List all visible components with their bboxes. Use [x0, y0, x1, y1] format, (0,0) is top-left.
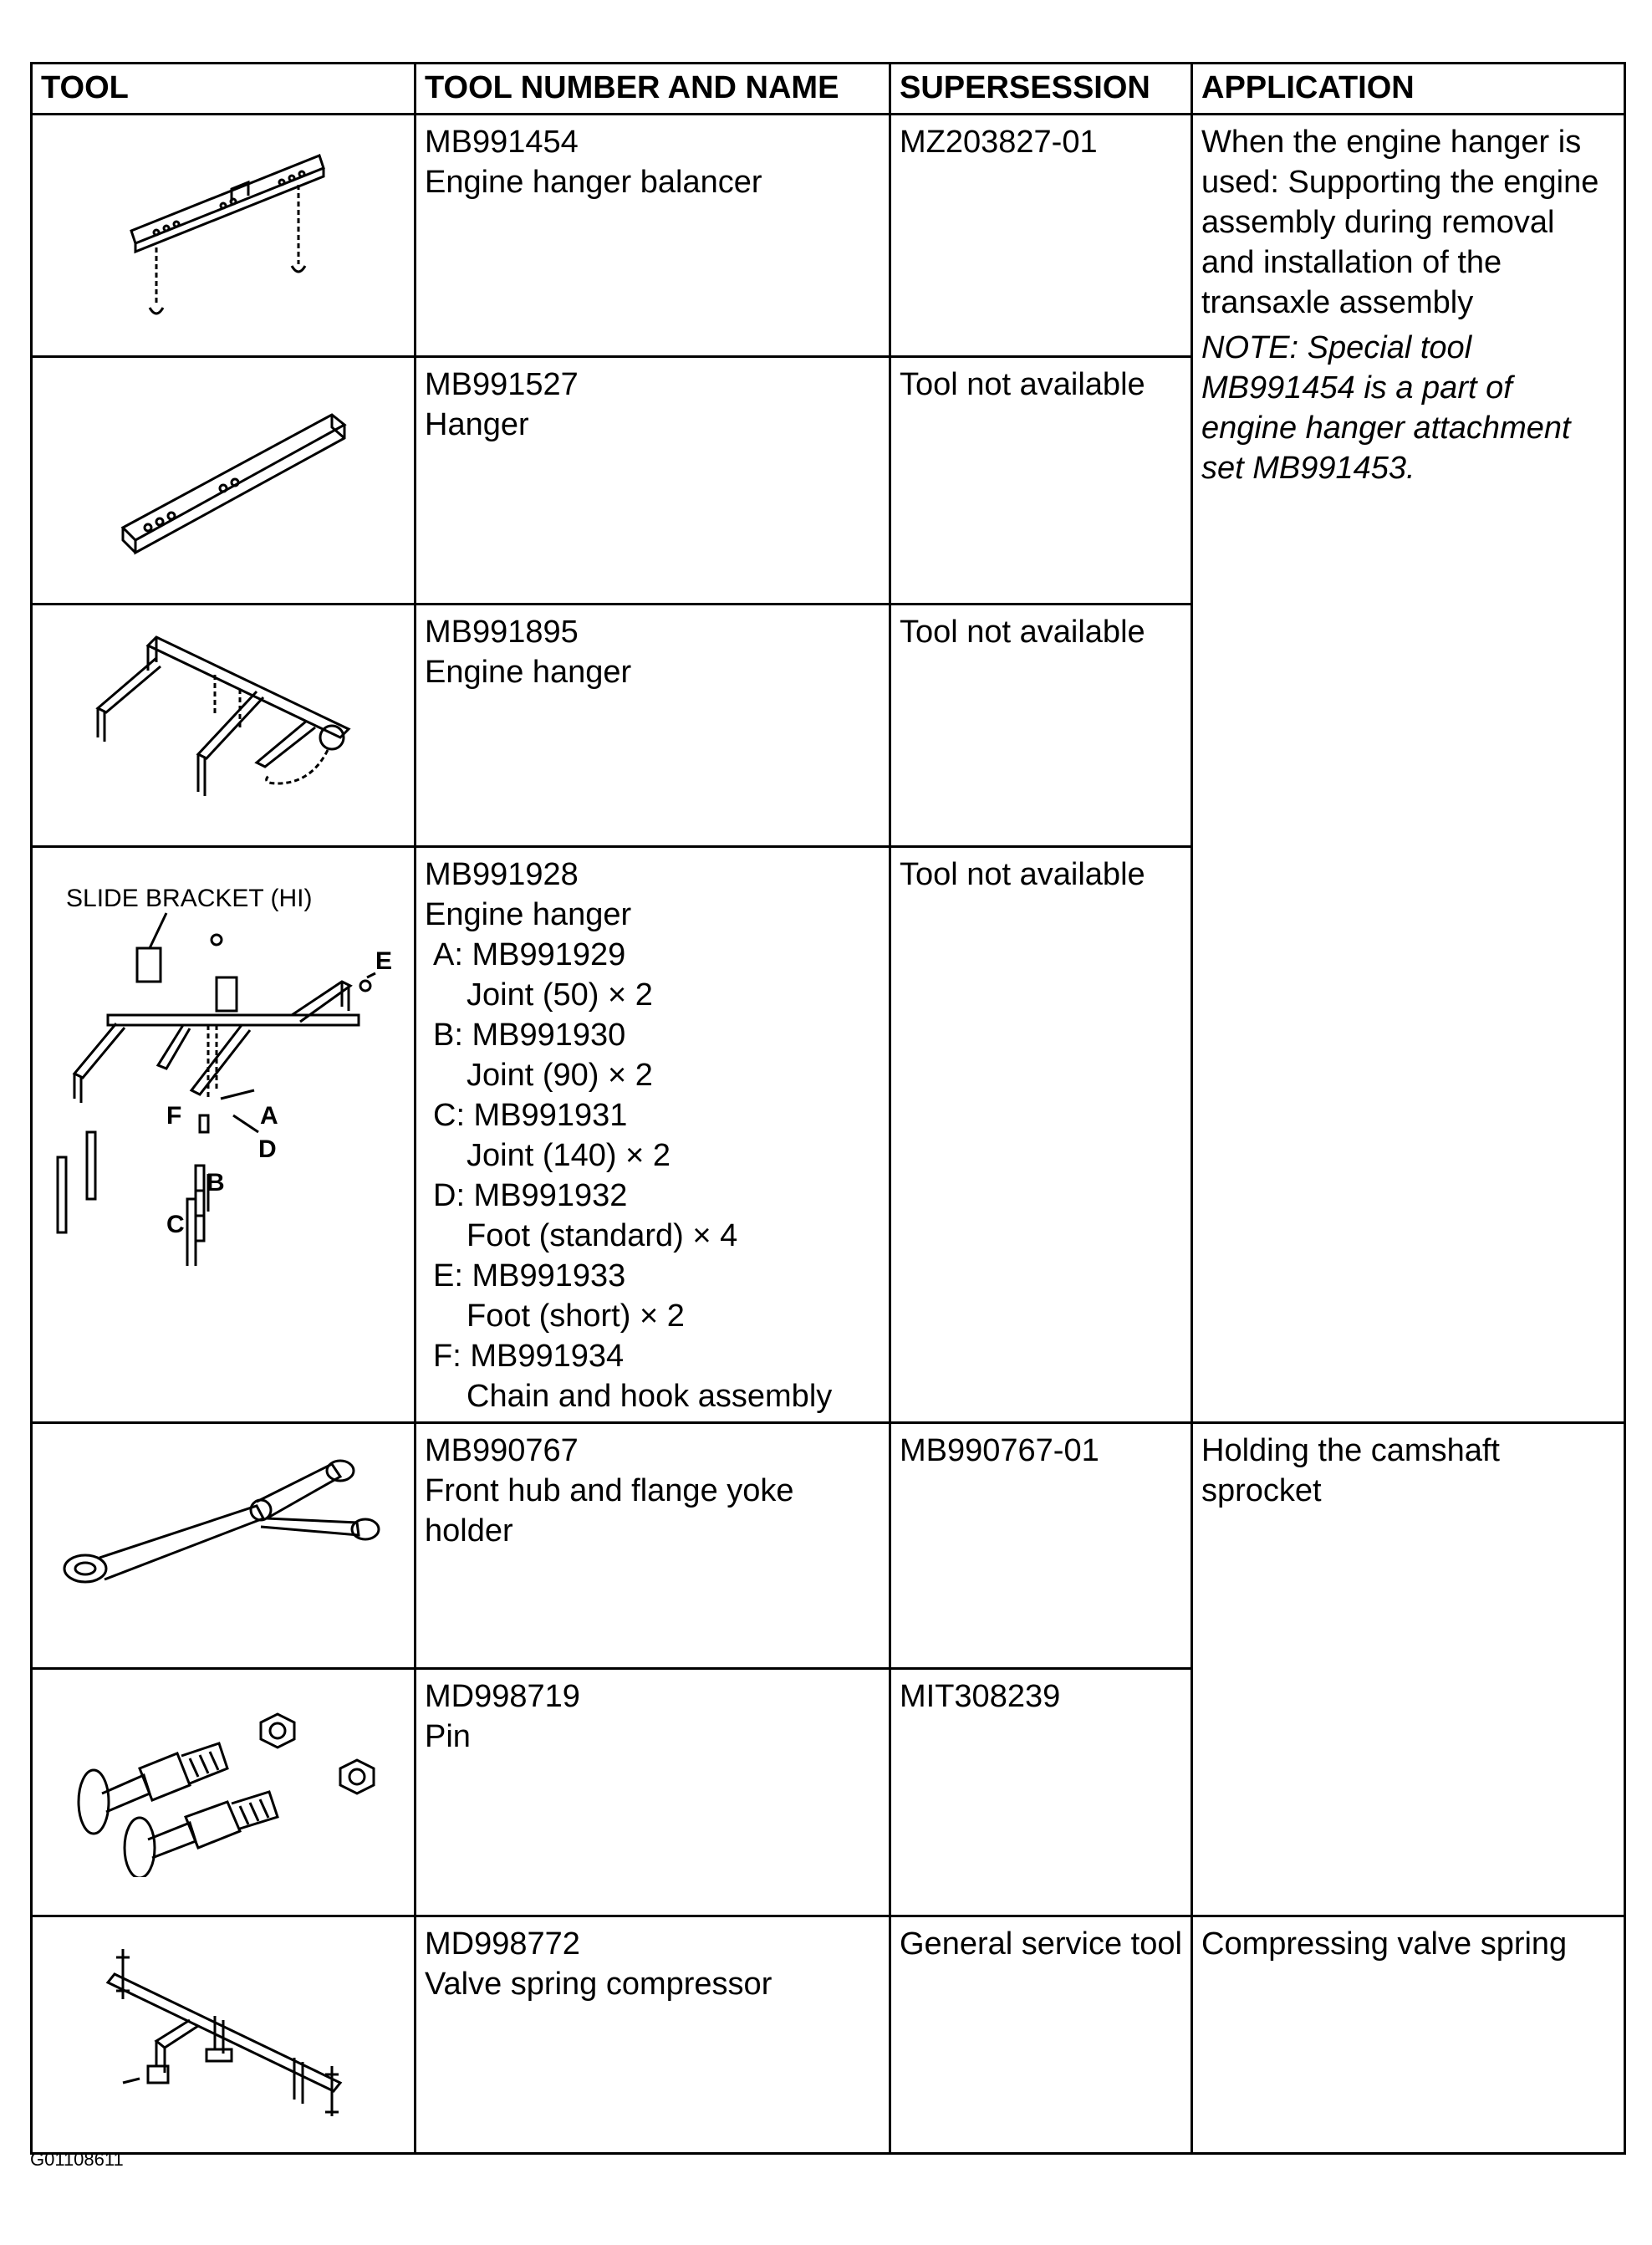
header-supersession: SUPERSESSION — [890, 64, 1192, 115]
tool-number-name-cell — [416, 1916, 890, 2154]
tool-number: MB991527 — [425, 367, 579, 402]
tool-name: Engine hanger — [425, 655, 632, 690]
header-tool: TOOL — [32, 64, 416, 115]
callout-d: D — [258, 1135, 277, 1163]
tool-number: MB991895 — [425, 615, 579, 650]
tool-name: Engine hanger balancer — [425, 165, 762, 200]
header-row — [32, 64, 1625, 115]
tool-number-name-cell — [416, 605, 890, 847]
table-row — [32, 1916, 1625, 2154]
callout-e: E — [375, 947, 393, 975]
supersession-cell: Tool not available — [890, 847, 1192, 1423]
pin-and-nut-illustration — [32, 1669, 416, 1916]
component-code: C: MB991931 — [433, 1098, 628, 1133]
tool-number: MB991928 — [425, 857, 579, 892]
special-tools-table — [30, 62, 1626, 2155]
callout-b: B — [206, 1169, 225, 1196]
component-desc: Foot (short) × 2 — [467, 1299, 685, 1334]
header-application: APPLICATION — [1192, 64, 1625, 115]
component-item — [425, 1336, 880, 1416]
component-item — [425, 1176, 880, 1256]
tool-number-name-cell — [416, 115, 890, 357]
supersession-cell: Tool not available — [890, 605, 1192, 847]
component-code: D: MB991932 — [433, 1178, 628, 1213]
engine-hanger-set-illustration — [32, 847, 416, 1423]
component-desc: Joint (140) × 2 — [467, 1138, 670, 1173]
tool-number: MB990767 — [425, 1433, 579, 1468]
application-cell-valve-spring: Compressing valve spring — [1192, 1916, 1625, 2154]
tool-number-name-cell — [416, 847, 890, 1423]
supersession-cell: Tool not available — [890, 357, 1192, 605]
yoke-holder-wrench-illustration — [32, 1423, 416, 1669]
component-desc: Joint (90) × 2 — [467, 1058, 653, 1093]
supersession-cell: MZ203827-01 — [890, 115, 1192, 357]
hanger-bar-illustration — [32, 357, 416, 605]
component-item — [425, 1095, 880, 1176]
component-code: E: MB991933 — [433, 1258, 626, 1293]
tool-name: Hanger — [425, 407, 529, 442]
supersession-cell: MB990767-01 — [890, 1423, 1192, 1669]
figure-code: G01108611 — [30, 2149, 124, 2170]
tool-number: MD998719 — [425, 1679, 580, 1714]
component-code: B: MB991930 — [433, 1018, 626, 1053]
component-code: F: MB991934 — [433, 1339, 625, 1374]
tool-number-name-cell — [416, 1423, 890, 1669]
callout-c: C — [166, 1211, 185, 1238]
component-desc: Foot (standard) × 4 — [467, 1218, 738, 1253]
tool-number-name-cell — [416, 357, 890, 605]
tool-name: Valve spring compressor — [425, 1967, 772, 2002]
tool-number: MB991454 — [425, 125, 579, 160]
engine-hanger-balancer-illustration — [32, 115, 416, 357]
tool-name: Front hub and flange yoke holder — [425, 1473, 794, 1549]
component-desc: Chain and hook assembly — [467, 1379, 833, 1414]
callout-f: F — [166, 1102, 182, 1130]
tool-name: Engine hanger — [425, 897, 632, 932]
valve-spring-compressor-illustration — [32, 1916, 416, 2154]
component-item — [425, 1015, 880, 1095]
supersession-cell: MIT308239 — [890, 1669, 1192, 1916]
component-desc: Joint (50) × 2 — [467, 977, 653, 1013]
application-cell-camshaft: Holding the camshaft sprocket — [1192, 1423, 1625, 1916]
tool-number: MD998772 — [425, 1926, 580, 1962]
engine-hanger-illustration — [32, 605, 416, 847]
slide-bracket-callout: SLIDE BRACKET (HI) — [66, 885, 313, 912]
table-row — [32, 1423, 1625, 1669]
component-item — [425, 1256, 880, 1336]
tool-name: Pin — [425, 1719, 471, 1754]
application-note: NOTE: Special tool MB991454 is a part of engine hanger attachment set MB991453. — [1201, 330, 1571, 486]
component-code: A: MB991929 — [433, 937, 626, 972]
callout-a: A — [260, 1102, 278, 1130]
table-row — [32, 115, 1625, 357]
header-tool-number-and-name: TOOL NUMBER AND NAME — [416, 64, 890, 115]
tool-number-name-cell — [416, 1669, 890, 1916]
supersession-cell: General service tool — [890, 1916, 1192, 2154]
application-text: When the engine hanger is used: Supporting the engine assembly during removal and installation of the transaxle assembly — [1201, 125, 1599, 320]
component-item — [425, 935, 880, 1015]
application-cell-engine-hanger — [1192, 115, 1625, 1423]
